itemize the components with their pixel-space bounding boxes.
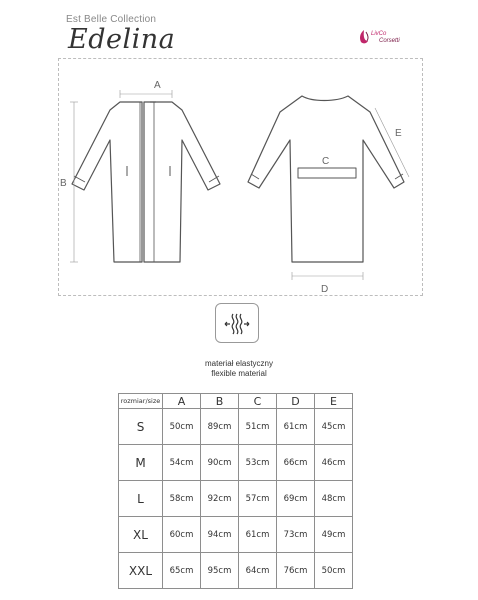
robe-front-view [72,102,220,262]
measurement-cell: 64cm [239,553,277,589]
measurement-cell: 46cm [315,445,353,481]
measurement-cell: 69cm [277,481,315,517]
material-label-pl: materiał elastyczny [204,359,274,368]
size-cell: L [119,481,163,517]
column-header: B [201,394,239,409]
size-cell: M [119,445,163,481]
size-table-corner-label: rozmiar/size [119,394,163,409]
robe-back-view [248,96,404,262]
measurement-cell: 54cm [163,445,201,481]
size-cell: XXL [119,553,163,589]
measurement-cell: 50cm [163,409,201,445]
livco-corsetti-logo-icon [357,29,371,45]
measurement-cell: 60cm [163,517,201,553]
table-row [119,553,353,589]
flexible-material-icon [215,303,259,343]
table-row [119,481,353,517]
label-d: D [321,284,329,295]
measurement-cell: 76cm [277,553,315,589]
size-table-header [119,394,353,409]
measurement-cell: 50cm [315,553,353,589]
measurement-cell: 57cm [239,481,277,517]
label-e: E [395,128,402,139]
measurement-cell: 49cm [315,517,353,553]
measurement-cell: 61cm [277,409,315,445]
garment-diagram [58,58,423,296]
material-label-en: flexible material [211,369,267,378]
column-header: E [315,394,353,409]
measurement-cell: 94cm [201,517,239,553]
size-table [118,393,353,589]
measurement-cell: 45cm [315,409,353,445]
label-b: B [60,178,67,189]
measurement-cell: 95cm [201,553,239,589]
label-c: C [322,156,330,167]
measurement-cell: 89cm [201,409,239,445]
column-header: A [163,394,201,409]
table-row [119,517,353,553]
measurement-cell: 66cm [277,445,315,481]
logo-wordmark [371,31,400,45]
size-cell: XL [119,517,163,553]
measurement-cell: 92cm [201,481,239,517]
logo-text-line1: LivCo [371,31,387,37]
brand-logo [357,29,417,49]
collection-name: Est Belle Collection [66,14,157,25]
measurement-cell: 61cm [239,517,277,553]
column-header: C [239,394,277,409]
product-title: Edelina [68,24,176,55]
measurement-cell: 58cm [163,481,201,517]
table-row [119,409,353,445]
label-a: A [154,80,161,91]
measurement-cell: 53cm [239,445,277,481]
size-cell: S [119,409,163,445]
table-row [119,445,353,481]
logo-text-line2: Corsetti [379,38,400,44]
measurement-cell: 90cm [201,445,239,481]
measurement-cell: 65cm [163,553,201,589]
stretch-waves-icon [216,304,258,342]
measurement-cell: 73cm [277,517,315,553]
measurement-cell: 48cm [315,481,353,517]
measurement-cell: 51cm [239,409,277,445]
column-header: D [277,394,315,409]
